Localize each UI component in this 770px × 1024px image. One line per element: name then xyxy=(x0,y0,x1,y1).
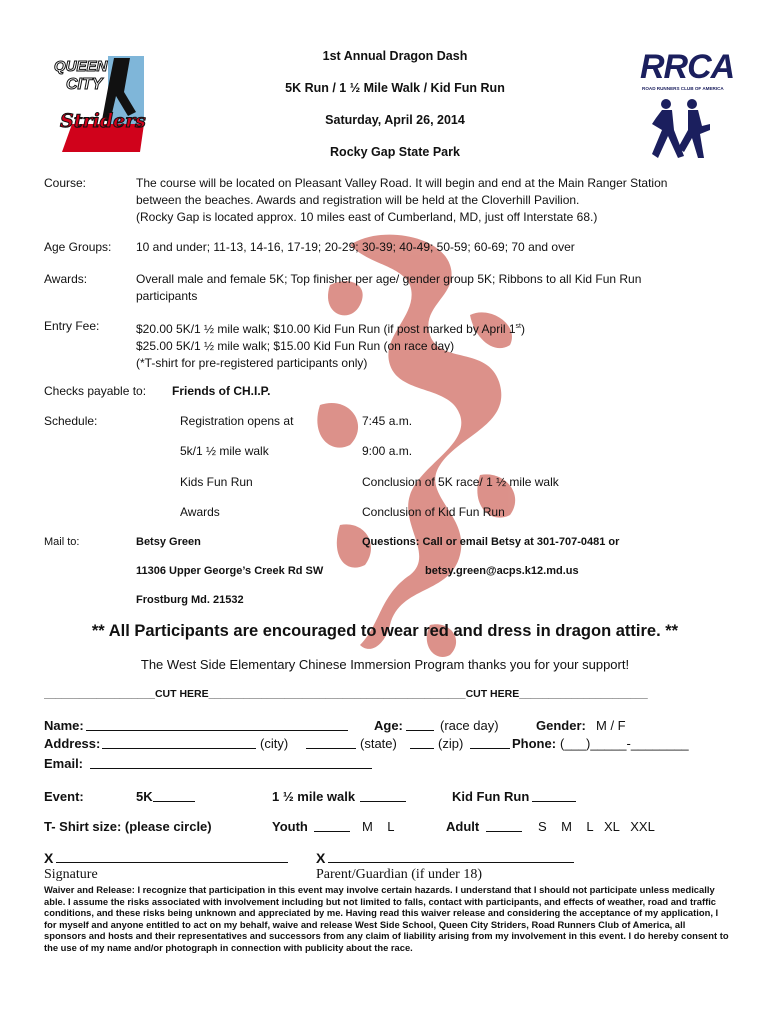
youth-field[interactable] xyxy=(314,819,350,832)
zip-value-field[interactable] xyxy=(470,736,510,749)
phone-label: Phone: xyxy=(512,736,557,751)
waiver-release-text: Waiver and Release: I recognize that participation in this event may involve certain hazards. I understand that I should not participate unless medically able. I assume the risks associated with involvement including but not limited to falls, contact with participants, and effects of weather, road and traffic conditions, and these risks being unknown and appreciated by me. Having read this waiver release and considering the acceptance of my application, I for myself and anyone entitled to act on my behalf, waive and release West Side School, Queen City Striders, Road Runners Club of America, all sponsors and hosts and their representatives and successors from any claim of liability arising from my involvement in this event. I do hereby consent to the use of my name and/or photograph in connection with publicity about the race. xyxy=(44,884,729,953)
zip-label: (zip) xyxy=(438,736,464,751)
entry-fee-line-3: (*T-shirt for pre-registered participants only) xyxy=(136,356,368,370)
youth-label: Youth xyxy=(272,819,308,834)
course-line-2: between the beaches. Awards and registration will be held at the Cloverhill Pavilion. xyxy=(136,193,580,207)
event-kid-field[interactable] xyxy=(532,789,576,802)
mail-name: Betsy Green xyxy=(136,536,201,548)
rrca-main-text: RRCA xyxy=(640,48,735,86)
event-5k-field[interactable] xyxy=(153,789,195,802)
event-walk-label: 1 ½ mile walk xyxy=(272,789,356,804)
runners-icon xyxy=(644,96,716,166)
queen-city-striders-logo xyxy=(52,52,147,157)
gender-options[interactable]: M / F xyxy=(596,718,626,733)
entry-fee-line-1: $20.00 5K/1 ½ mile walk; $10.00 Kid Fun Run (if post marked by April 1st) xyxy=(136,322,525,336)
parent-signature-field[interactable] xyxy=(328,850,574,863)
schedule-item: Kids Fun Run xyxy=(180,475,253,489)
age-groups-text: 10 and under; 11-13, 14-16, 17-19; 20-29; 30-39; 40-49; 50-59; 60-69; 70 and over xyxy=(136,240,575,254)
signature-label: Signature xyxy=(44,867,98,882)
awards-line-1: Overall male and female 5K; Top finisher per age/ gender group 5K; Ribbons to all Kid Fun Run xyxy=(136,272,642,286)
event-title: 1st Annual Dragon Dash xyxy=(322,49,468,63)
email-field[interactable] xyxy=(90,756,372,769)
contact-email-link[interactable]: betsy.green@acps.k12.md.us xyxy=(425,565,579,577)
checks-label: Checks payable to: xyxy=(44,384,147,398)
cut-here-line: ___________________CUT HERE____________________________________________CUT HERE______________________ xyxy=(44,688,648,700)
event-types: 5K Run / 1 ½ Mile Walk / Kid Fun Run xyxy=(285,81,505,95)
logo-striders-text: Striders xyxy=(60,110,146,132)
age-field[interactable] xyxy=(406,718,434,731)
schedule-time: 7:45 a.m. xyxy=(362,414,413,428)
email-label: Email: xyxy=(44,756,84,771)
event-date: Saturday, April 26, 2014 xyxy=(325,113,465,127)
event-kid-label: Kid Fun Run xyxy=(452,789,530,804)
course-line-1: The course will be located on Pleasant Valley Road. It will begin and end at the Main Ranger Station xyxy=(136,176,668,190)
awards-line-2: participants xyxy=(136,289,198,303)
age-label: Age: xyxy=(374,718,403,733)
course-line-3: (Rocky Gap is located approx. 10 miles east of Cumberland, MD, just off Interstate 68.) xyxy=(136,210,598,224)
mail-city: Frostburg Md. 21532 xyxy=(136,594,244,606)
dragon-attire-banner: ** All Participants are encouraged to wear red and dress in dragon attire. ** xyxy=(91,622,679,640)
parent-signature-label: Parent/Guardian (if under 18) xyxy=(316,867,482,882)
name-field[interactable] xyxy=(86,718,348,731)
gender-label: Gender: xyxy=(536,718,586,733)
awards-label: Awards: xyxy=(44,272,88,286)
rrca-logo xyxy=(640,48,735,168)
zip-field[interactable] xyxy=(410,736,434,749)
course-description xyxy=(136,175,736,226)
parent-signature-x: X xyxy=(316,850,326,866)
entry-fee-label: Entry Fee: xyxy=(44,319,100,333)
mail-label: Mail to: xyxy=(44,536,80,548)
event-location: Rocky Gap State Park xyxy=(330,145,460,159)
schedule-label: Schedule: xyxy=(44,414,98,428)
entry-fee-line-2: $25.00 5K/1 ½ mile walk; $15.00 Kid Fun Run (on race day) xyxy=(136,339,455,353)
phone-field[interactable]: (___)_____-________ xyxy=(560,736,689,751)
event-label: Event: xyxy=(44,789,84,804)
adult-sizes[interactable]: S M L XL XXL xyxy=(538,819,655,834)
age-groups-label: Age Groups: xyxy=(44,240,112,254)
mail-street: 11306 Upper George’s Creek Rd SW xyxy=(136,565,324,577)
city-label: (city) xyxy=(260,736,289,751)
checks-value: Friends of CH.I.P. xyxy=(172,384,271,398)
schedule-time: Conclusion of 5K race/ 1 ½ mile walk xyxy=(362,475,559,489)
thanks-text: The West Side Elementary Chinese Immersion Program thanks you for your support! xyxy=(140,657,630,672)
rrca-sub-text: ROAD RUNNERS CLUB OF AMERICA xyxy=(642,86,724,91)
schedule-time: Conclusion of Kid Fun Run xyxy=(362,505,505,519)
event-walk-field[interactable] xyxy=(360,789,406,802)
youth-sizes[interactable]: M L xyxy=(362,819,395,834)
schedule-time: 9:00 a.m. xyxy=(362,444,413,458)
schedule-item: Awards xyxy=(180,505,220,519)
entry-fee-text xyxy=(136,318,736,372)
signature-field[interactable] xyxy=(56,850,288,863)
adult-label: Adult xyxy=(446,819,480,834)
schedule-item: 5k/1 ½ mile walk xyxy=(180,444,269,458)
race-day-note: (race day) xyxy=(440,718,499,733)
signature-x: X xyxy=(44,850,54,866)
logo-city-text: CITY xyxy=(66,76,103,93)
state-label: (state) xyxy=(360,736,397,751)
event-5k-label: 5K xyxy=(136,789,153,804)
logo-queen-text: QUEEN xyxy=(54,58,108,75)
address-label: Address: xyxy=(44,736,101,751)
course-label: Course: xyxy=(44,176,87,190)
schedule-item: Registration opens at xyxy=(180,414,294,428)
questions-text: Questions: Call or email Betsy at 301-707-0481 or xyxy=(362,536,620,548)
address-field[interactable] xyxy=(102,736,256,749)
state-field[interactable] xyxy=(306,736,356,749)
tshirt-label: T- Shirt size: (please circle) xyxy=(44,819,212,834)
adult-field[interactable] xyxy=(486,819,522,832)
awards-text xyxy=(136,271,736,305)
name-label: Name: xyxy=(44,718,84,733)
